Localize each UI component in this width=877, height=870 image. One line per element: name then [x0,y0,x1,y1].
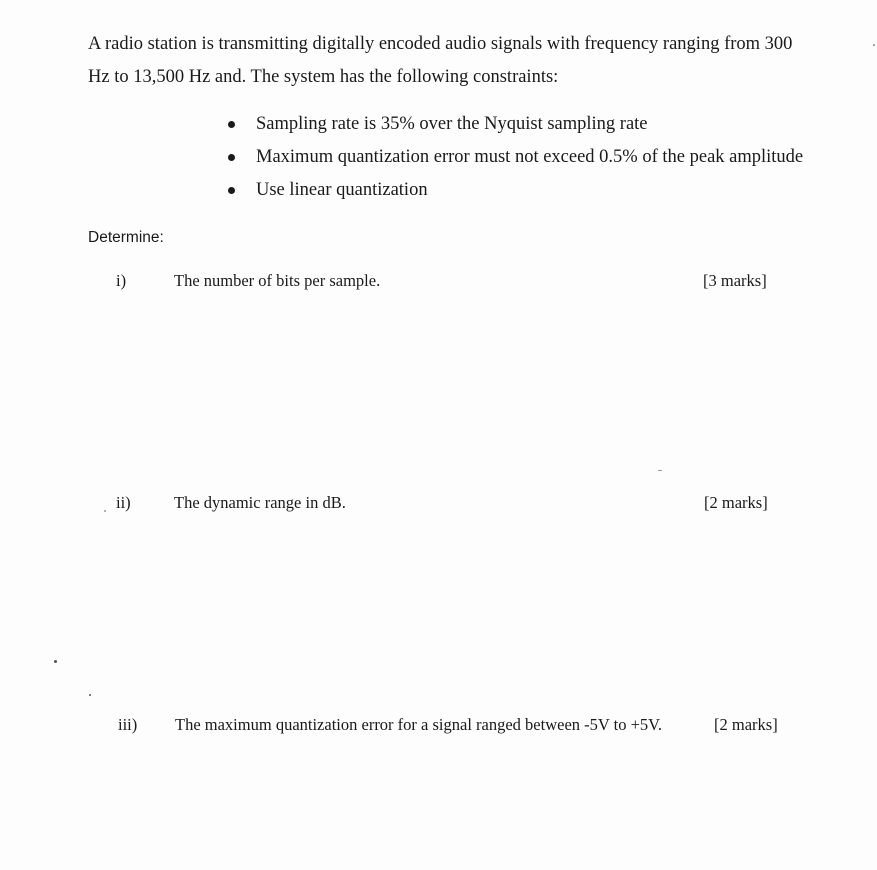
question-number: ii) [116,493,131,512]
scan-speck [873,44,875,46]
question-row [0,266,877,296]
problem-intro [88,28,828,94]
scan-speck [104,510,106,512]
question-marks: [2 marks] [714,715,778,734]
scan-speck [89,694,91,696]
question-text: The dynamic range in dB. [174,493,346,512]
intro-line-1: A radio station is transmitting digitally encoded audio signals with frequency ranging from 300 [88,34,793,54]
constraint-text: Use linear quantization [256,180,428,200]
determine-label: Determine: [88,229,164,246]
question-number: iii) [118,715,138,734]
list-item [226,174,803,207]
question-marks: [3 marks] [703,271,767,290]
bullet-icon [228,187,235,194]
constraint-text: Maximum quantization error must not exceed 0.5% of the peak amplitude [256,147,804,167]
scan-speck [658,470,662,471]
question-row [0,710,877,740]
question-text: The maximum quantization error for a signal ranged between -5V to +5V. [175,715,663,734]
question-marks: [2 marks] [704,493,768,512]
bullet-icon [228,154,235,161]
bullet-icon [228,121,235,128]
question-row [0,488,877,518]
constraints-list [226,108,803,207]
list-item [226,108,803,141]
list-item [226,141,803,174]
scan-speck [54,660,57,663]
constraint-text: Sampling rate is 35% over the Nyquist sampling rate [256,114,648,134]
question-number: i) [116,271,127,290]
intro-line-2: Hz to 13,500 Hz and. The system has the following constraints: [88,67,559,87]
question-text: The number of bits per sample. [174,271,381,290]
